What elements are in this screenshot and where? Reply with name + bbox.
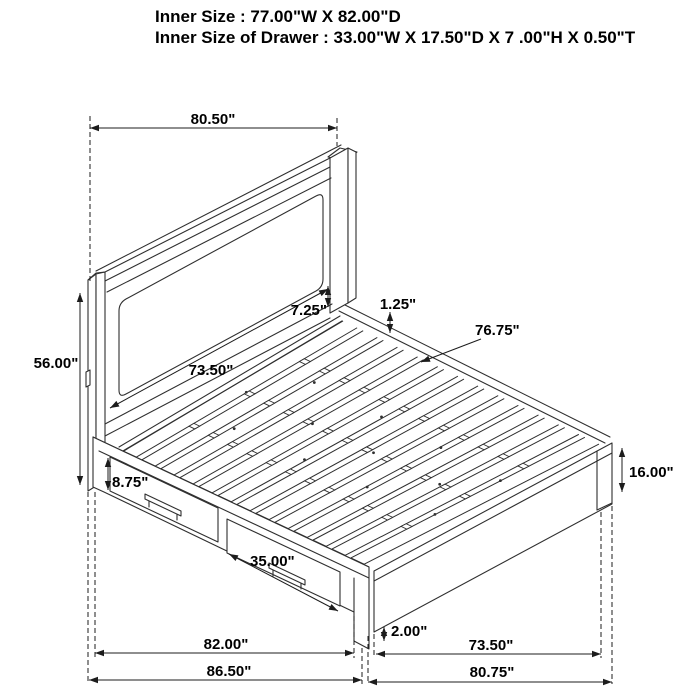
far-rail-inner-edge (339, 311, 605, 443)
head-rail-edge (119, 316, 340, 447)
foot-rail-face (374, 443, 612, 632)
dim-foot-inner-label: 73.50" (468, 637, 514, 654)
dim-base-length-label: 82.00" (203, 636, 249, 653)
dim-panel-width-label: 73.50" (188, 362, 234, 379)
dim-headboard-width-label: 80.50" (190, 111, 236, 128)
dim-clearance-label: 2.00" (391, 623, 428, 640)
dim-rail-lip-label: 1.25" (379, 296, 417, 313)
dim-rail-gap-label: 7.25" (290, 302, 327, 319)
dim-slat-length-label: 76.75" (475, 322, 520, 339)
dim-headboard-height-label: 56.00" (33, 355, 79, 372)
dim-drawer-width-label: 35.00" (250, 553, 295, 570)
headboard-top-rail (105, 158, 331, 292)
inner-size-line: Inner Size : 77.00"W X 82.00"D (155, 7, 401, 26)
dim-foot-overall-label: 80.75" (469, 664, 515, 681)
foot-rail (374, 443, 612, 632)
drawer-size-line: Inner Size of Drawer : 33.00"W X 17.50"D X 7 .00"H X 0.50"T (155, 28, 636, 47)
dim-leg-height-label: 16.00" (629, 464, 674, 481)
headboard-right-post (328, 148, 357, 313)
dim-drawer-height-label: 8.75" (112, 474, 149, 491)
headboard-top-back-edge (96, 145, 341, 271)
dim-overall-length-label: 86.50" (206, 663, 252, 680)
left-post-notch (86, 370, 90, 387)
